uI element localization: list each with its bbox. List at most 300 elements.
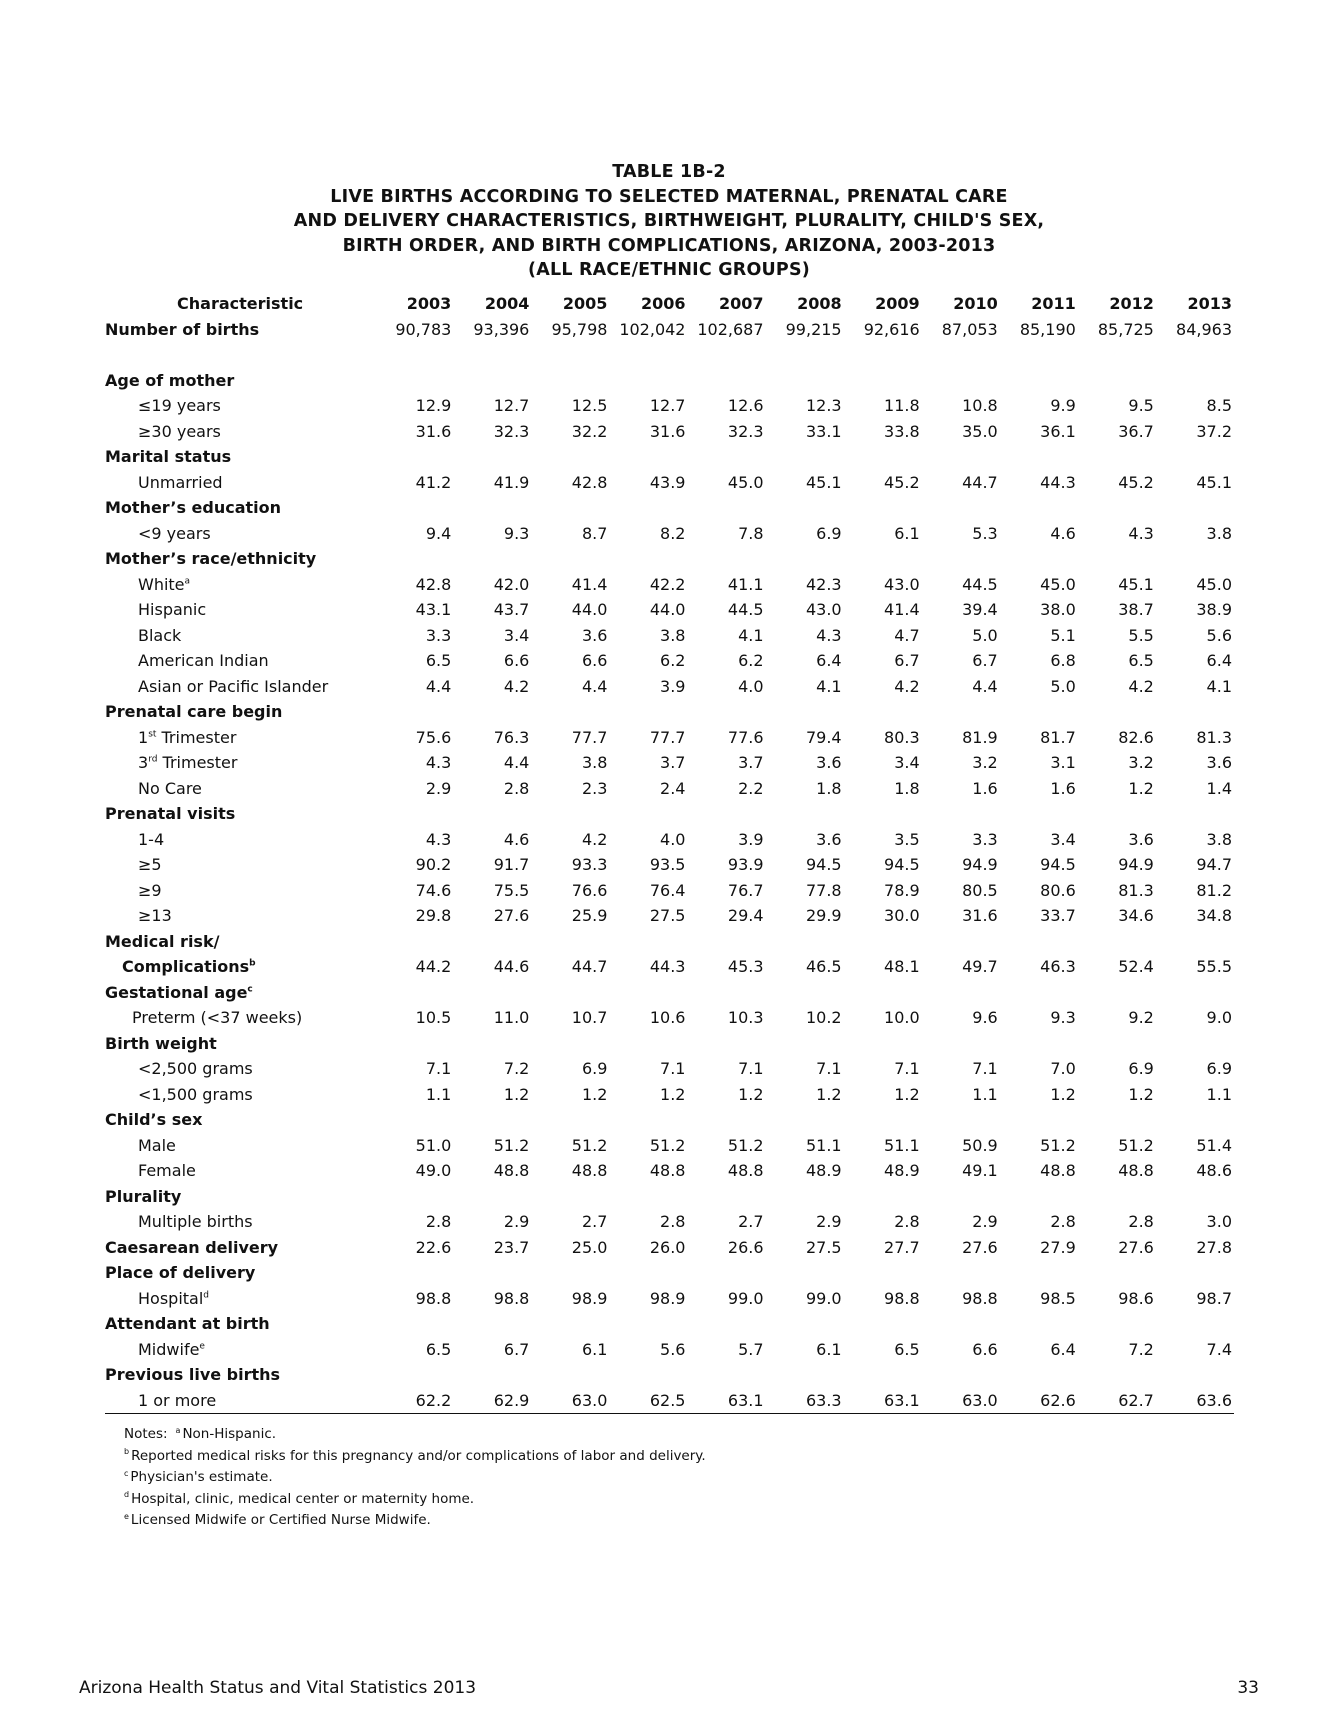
- table-cell: 7.1: [425, 1059, 452, 1079]
- row-label-text: Preterm (<37 weeks): [132, 1008, 303, 1028]
- row-category-label: [105, 1311, 375, 1337]
- table-cell: 44.2: [415, 957, 452, 977]
- row-label-text: Child’s sex: [105, 1110, 203, 1130]
- row-label-suffix: Trimester: [156, 727, 237, 747]
- table-cell: [1078, 801, 1156, 827]
- table-cell: 1.6: [972, 778, 998, 798]
- table-cell: 4.6: [503, 829, 530, 849]
- title-line-3: AND DELIVERY CHARACTERISTICS, BIRTHWEIGHT, PLURALITY, CHILD'S SEX,: [293, 211, 1045, 231]
- table-cell: [1000, 1311, 1078, 1337]
- table-cell: [609, 801, 687, 827]
- table-cell: 2.9: [816, 1212, 842, 1232]
- row-label-text: Mother’s education: [105, 498, 282, 518]
- table-cell: [687, 495, 765, 521]
- footnote-marker: d: [203, 1290, 209, 1301]
- table-cell: [1000, 1184, 1078, 1210]
- table-row: [105, 1184, 1234, 1210]
- table-row: [105, 852, 1234, 878]
- table-cell: 93.5: [649, 855, 686, 875]
- title-line-1: TABLE 1B-2: [612, 162, 726, 182]
- table-cell: 7.1: [738, 1059, 764, 1079]
- table-cell: [766, 495, 844, 521]
- table-cell: 50.9: [962, 1135, 998, 1155]
- table-cell: 27.6: [1118, 1237, 1154, 1257]
- table-cell: 23.7: [493, 1237, 530, 1257]
- table-cell: [609, 699, 687, 725]
- table-cell: 98.6: [1118, 1288, 1154, 1308]
- table-cell: 51.4: [1196, 1135, 1232, 1155]
- row-label-text: ≥30 years: [138, 421, 221, 441]
- row-category-label: [105, 699, 375, 725]
- row-category-label: [105, 444, 375, 470]
- table-cell: [453, 801, 531, 827]
- row-label: [105, 1388, 375, 1414]
- table-cell: 98.8: [493, 1288, 530, 1308]
- table-row: [105, 750, 1234, 776]
- table-row: [105, 674, 1234, 700]
- table-cell: [531, 1031, 609, 1057]
- table-cell: [609, 980, 687, 1006]
- table-row: [105, 1311, 1234, 1337]
- table-cell: 12.5: [571, 396, 608, 416]
- table-cell: 84,963: [1176, 319, 1232, 339]
- table-cell: 3.4: [894, 753, 920, 773]
- table-cell: [766, 1184, 844, 1210]
- table-row: [105, 1260, 1234, 1286]
- column-header-year: 2008: [797, 294, 842, 314]
- table-cell: [687, 980, 765, 1006]
- row-category-label: [105, 1184, 375, 1210]
- footnote-marker: b: [249, 958, 256, 969]
- footnote-marker: rd: [148, 754, 158, 765]
- table-cell: 90.2: [415, 855, 452, 875]
- table-cell: 43.0: [805, 600, 842, 620]
- table-cell: 36.1: [1040, 421, 1076, 441]
- table-cell: 45.1: [1196, 472, 1232, 492]
- table-cell: [1156, 801, 1234, 827]
- table-row: [105, 1388, 1234, 1414]
- row-category-label: [105, 368, 375, 394]
- table-cell: [531, 980, 609, 1006]
- table-cell: 48.8: [1118, 1161, 1154, 1181]
- row-label-text: Complications: [122, 957, 250, 977]
- row-label-text: ≥9: [138, 880, 162, 900]
- table-cell: 38.9: [1196, 600, 1232, 620]
- table-cell: [922, 699, 1000, 725]
- table-cell: [609, 1311, 687, 1337]
- table-cell: 62.9: [453, 1388, 531, 1414]
- table-cell: [922, 546, 1000, 572]
- table-cell: 102,687: [697, 319, 764, 339]
- table-cell: 36.7: [1118, 421, 1154, 441]
- table-cell: [766, 980, 844, 1006]
- table-cell: 41.1: [727, 574, 764, 594]
- table-row: [105, 827, 1234, 853]
- row-label-text: <1,500 grams: [138, 1084, 253, 1104]
- table-cell: 51.0: [415, 1135, 452, 1155]
- table-cell: 9.0: [1206, 1008, 1232, 1028]
- column-header-year: 2012: [1109, 294, 1154, 314]
- table-row: [105, 597, 1234, 623]
- title-line-2: LIVE BIRTHS ACCORDING TO SELECTED MATERNAL, PRENATAL CARE: [330, 186, 1008, 207]
- table-cell: 6.9: [1206, 1059, 1232, 1079]
- table-cell: [1156, 1362, 1234, 1388]
- table-cell: 27.6: [493, 906, 530, 926]
- table-cell: 12.9: [415, 396, 452, 416]
- table-cell: 42.0: [493, 574, 530, 594]
- table-cell: 51.2: [493, 1135, 530, 1155]
- row-label-text: ≥13: [138, 906, 172, 926]
- table-cell: 4.0: [738, 676, 764, 696]
- footnote: [124, 1489, 706, 1511]
- table-cell: 5.7: [738, 1339, 764, 1359]
- row-label-text: Midwife: [138, 1339, 200, 1359]
- table-cell: 1.2: [581, 1084, 608, 1104]
- header-row: [105, 291, 1234, 317]
- table-cell: 5.3: [972, 523, 998, 543]
- table-cell: 55.5: [1196, 957, 1232, 977]
- table-cell: [531, 444, 609, 470]
- table-cell: 12.7: [649, 396, 686, 416]
- table-cell: [375, 546, 453, 572]
- table-cell: [687, 1362, 765, 1388]
- table-cell: [844, 495, 922, 521]
- table-cell: [1078, 1311, 1156, 1337]
- table-cell: 10.0: [884, 1008, 920, 1028]
- table-cell: 27.7: [884, 1237, 920, 1257]
- table-cell: 1.2: [1128, 778, 1154, 798]
- table-cell: [1000, 1362, 1078, 1388]
- table-cell: [844, 699, 922, 725]
- table-row: [105, 1056, 1234, 1082]
- table-cell: [844, 546, 922, 572]
- table-cell: 2.8: [1050, 1212, 1076, 1232]
- table-cell: 76.3: [493, 727, 530, 747]
- table-cell: 44.3: [1040, 472, 1076, 492]
- row-label: [105, 827, 375, 853]
- footnote-marker: e: [199, 1341, 205, 1352]
- table-cell: 41.2: [415, 472, 452, 492]
- table-cell: 48.1: [884, 957, 920, 977]
- table-cell: [531, 1311, 609, 1337]
- table-cell: [609, 342, 687, 368]
- table-cell: 49.7: [962, 957, 998, 977]
- row-label: [105, 725, 375, 751]
- table-cell: 45.0: [1196, 574, 1232, 594]
- table-cell: 94.5: [884, 855, 920, 875]
- footnote-marker: a: [175, 1425, 181, 1435]
- table-cell: [766, 1362, 844, 1388]
- table-cell: [609, 444, 687, 470]
- table-row: [105, 725, 1234, 751]
- table-cell: 10.2: [805, 1008, 842, 1028]
- table-cell: 6.7: [972, 651, 998, 671]
- table-cell: [844, 1031, 922, 1057]
- table-cell: [375, 368, 453, 394]
- footnote-marker: c: [124, 1468, 129, 1478]
- table-cell: 2.3: [581, 778, 608, 798]
- table-cell: 7.8: [738, 523, 764, 543]
- table-cell: 10.3: [727, 1008, 764, 1028]
- table-cell: 31.6: [962, 906, 998, 926]
- table-cell: 4.2: [503, 676, 530, 696]
- table-row: [105, 470, 1234, 496]
- row-label-text: Previous live births: [105, 1365, 281, 1385]
- table-cell: [1156, 342, 1234, 368]
- row-label: [105, 776, 375, 802]
- table-cell: 1.6: [1050, 778, 1076, 798]
- table-cell: 45.0: [1040, 574, 1076, 594]
- table-cell: 51.2: [727, 1135, 764, 1155]
- table-cell: 27.6: [962, 1237, 998, 1257]
- table-cell: 7.2: [1128, 1339, 1154, 1359]
- table-row: [105, 1082, 1234, 1108]
- table-cell: 2.8: [894, 1212, 920, 1232]
- table-cell: [1000, 368, 1078, 394]
- table-cell: 4.1: [738, 625, 764, 645]
- table-cell: [922, 1031, 1000, 1057]
- table-cell: 74.6: [415, 880, 452, 900]
- table-cell: [687, 801, 765, 827]
- table-cell: 3.8: [1206, 523, 1232, 543]
- table-cell: [1078, 1031, 1156, 1057]
- table-cell: 12.6: [727, 396, 764, 416]
- table-cell: [687, 342, 765, 368]
- table-cell: 94.5: [805, 855, 842, 875]
- table-cell: 3.6: [581, 625, 608, 645]
- row-category-label: [105, 1235, 375, 1261]
- table-cell: 3.3: [972, 829, 998, 849]
- table-cell: 29.4: [727, 906, 764, 926]
- table-cell: [453, 1362, 531, 1388]
- table-cell: 6.9: [1128, 1059, 1154, 1079]
- table-cell: 94.9: [1118, 855, 1154, 875]
- table-cell: 6.6: [581, 651, 608, 671]
- table-cell: 1.1: [1206, 1084, 1232, 1104]
- table-row: [105, 444, 1234, 470]
- table-cell: [1000, 1260, 1078, 1286]
- table-cell: 2.7: [738, 1212, 764, 1232]
- table-cell: [922, 495, 1000, 521]
- table-cell: [1078, 546, 1156, 572]
- table-cell: [609, 546, 687, 572]
- table-cell: [687, 1184, 765, 1210]
- table-row: [105, 1362, 1234, 1388]
- table-cell: 3.8: [581, 753, 608, 773]
- table-cell: 48.8: [571, 1161, 608, 1181]
- table-cell: [531, 1260, 609, 1286]
- table-cell: 63.0: [922, 1388, 1000, 1414]
- row-label-text: Female: [138, 1161, 196, 1181]
- table-cell: 25.0: [571, 1237, 608, 1257]
- footnote: [124, 1424, 706, 1446]
- table-cell: 2.8: [1128, 1212, 1154, 1232]
- table-cell: 38.0: [1040, 600, 1076, 620]
- table-cell: 4.2: [581, 829, 608, 849]
- table-cell: [531, 1107, 609, 1133]
- table-cell: 27.9: [1040, 1237, 1076, 1257]
- table-cell: 7.1: [660, 1059, 686, 1079]
- row-label: [105, 572, 375, 598]
- table-cell: 4.3: [816, 625, 842, 645]
- table-cell: 62.5: [609, 1388, 687, 1414]
- table-cell: 3.2: [1128, 753, 1154, 773]
- table-row: [105, 1005, 1234, 1031]
- table-cell: [1000, 1031, 1078, 1057]
- table-cell: [609, 1184, 687, 1210]
- row-label-text: Number of births: [105, 319, 260, 339]
- table-cell: 98.8: [415, 1288, 452, 1308]
- table-cell: 4.6: [1050, 523, 1076, 543]
- table-cell: [922, 444, 1000, 470]
- table-cell: [375, 699, 453, 725]
- table-row: [105, 495, 1234, 521]
- row-label: [105, 1082, 375, 1108]
- page-number: 33: [1237, 1678, 1259, 1698]
- table-cell: [1156, 368, 1234, 394]
- table-cell: [766, 699, 844, 725]
- table-cell: [687, 1107, 765, 1133]
- table-cell: 77.8: [805, 880, 842, 900]
- table-cell: 29.9: [805, 906, 842, 926]
- table-cell: [1078, 1260, 1156, 1286]
- footnote-text: Reported medical risks for this pregnancy and/or complications of labor and delivery.: [131, 1447, 706, 1464]
- table-cell: 11.8: [884, 396, 920, 416]
- table-cell: 32.3: [727, 421, 764, 441]
- table-cell: 6.9: [581, 1059, 608, 1079]
- table-cell: 45.0: [727, 472, 764, 492]
- table-cell: 43.1: [415, 600, 452, 620]
- table-cell: 1.2: [503, 1084, 530, 1104]
- table-cell: 3.6: [816, 829, 842, 849]
- table-cell: [687, 444, 765, 470]
- table-cell: [531, 1362, 609, 1388]
- row-label: [105, 1005, 375, 1031]
- column-header-year: 2013: [1187, 294, 1232, 314]
- table-cell: 10.6: [649, 1008, 686, 1028]
- table-cell: 82.6: [1118, 727, 1154, 747]
- table-row: [105, 1337, 1234, 1363]
- table-cell: [609, 495, 687, 521]
- table-cell: 63.3: [766, 1388, 844, 1414]
- table-cell: 62.6: [1000, 1388, 1078, 1414]
- table-cell: 42.3: [805, 574, 842, 594]
- row-label-text: 1: [138, 727, 149, 747]
- table-cell: 29.8: [415, 906, 452, 926]
- table-cell: 1.2: [738, 1084, 764, 1104]
- table-cell: [1078, 495, 1156, 521]
- table-cell: 63.0: [531, 1388, 609, 1414]
- footnote-text: Hospital, clinic, medical center or maternity home.: [131, 1490, 475, 1507]
- table-cell: 80.5: [962, 880, 998, 900]
- table-cell: 7.2: [503, 1059, 530, 1079]
- column-header-year: 2003: [406, 294, 452, 314]
- column-header-year: 2006: [640, 294, 686, 314]
- table-cell: [375, 929, 453, 955]
- row-label-text: <9 years: [138, 523, 211, 543]
- table-cell: 34.6: [1118, 906, 1154, 926]
- table-row: [105, 1286, 1234, 1312]
- table-cell: 41.4: [571, 574, 608, 594]
- table-cell: 48.8: [649, 1161, 686, 1181]
- table-cell: 51.2: [571, 1135, 608, 1155]
- table-cell: 3.7: [738, 753, 764, 773]
- table-cell: 33.1: [805, 421, 842, 441]
- table-cell: [1078, 1362, 1156, 1388]
- table-cell: 2.4: [660, 778, 686, 798]
- table-cell: [844, 980, 922, 1006]
- table-cell: [766, 1311, 844, 1337]
- footnote: [124, 1510, 706, 1532]
- row-label-text: Hispanic: [138, 600, 207, 620]
- table-cell: 99,215: [785, 319, 842, 339]
- table-cell: 77.6: [727, 727, 764, 747]
- table-cell: 81.2: [1196, 880, 1232, 900]
- table-cell: [766, 801, 844, 827]
- table-cell: [1078, 342, 1156, 368]
- table-cell: 3.6: [1128, 829, 1154, 849]
- row-label-text: ≥5: [138, 855, 162, 875]
- table-cell: 4.2: [894, 676, 920, 696]
- table-cell: 6.5: [425, 651, 452, 671]
- row-label-text: Prenatal care begin: [105, 702, 283, 722]
- table-cell: 43.7: [493, 600, 530, 620]
- table-cell: [766, 444, 844, 470]
- row-category-label: [105, 929, 375, 955]
- footnote-marker: b: [124, 1447, 130, 1456]
- table-cell: [453, 1031, 531, 1057]
- table-cell: 7.1: [816, 1059, 842, 1079]
- table-row: [105, 980, 1234, 1006]
- table-cell: [453, 342, 531, 368]
- row-label-text: Black: [138, 625, 182, 645]
- row-label: [105, 1133, 375, 1159]
- table-cell: 41.9: [493, 472, 530, 492]
- table-cell: 45.1: [1118, 574, 1154, 594]
- table-cell: [844, 1362, 922, 1388]
- table-cell: [1156, 929, 1234, 955]
- table-cell: 51.2: [1118, 1135, 1154, 1155]
- table-cell: [609, 929, 687, 955]
- table-cell: [453, 1184, 531, 1210]
- table-cell: 93.3: [571, 855, 608, 875]
- table-row: [105, 368, 1234, 394]
- row-label-text: ≤19 years: [138, 396, 221, 416]
- table-cell: 6.5: [425, 1339, 452, 1359]
- footnote: [124, 1467, 706, 1489]
- table-cell: [766, 1107, 844, 1133]
- table-cell: [687, 929, 765, 955]
- table-cell: 33.8: [884, 421, 920, 441]
- table-cell: [766, 1260, 844, 1286]
- table-row: [105, 623, 1234, 649]
- table-cell: [609, 368, 687, 394]
- row-category-label: [105, 1107, 375, 1133]
- table-cell: [844, 342, 922, 368]
- table-cell: 3.6: [1206, 753, 1232, 773]
- row-label-text: Unmarried: [138, 472, 223, 492]
- table-cell: 42.8: [415, 574, 452, 594]
- table-cell: [453, 495, 531, 521]
- table-cell: 98.8: [884, 1288, 920, 1308]
- table-cell: 75.5: [493, 880, 530, 900]
- table-cell: [453, 546, 531, 572]
- table-cell: 62.7: [1078, 1388, 1156, 1414]
- table-cell: [1078, 444, 1156, 470]
- table-cell: [453, 368, 531, 394]
- table-row: [105, 546, 1234, 572]
- table-cell: [1000, 699, 1078, 725]
